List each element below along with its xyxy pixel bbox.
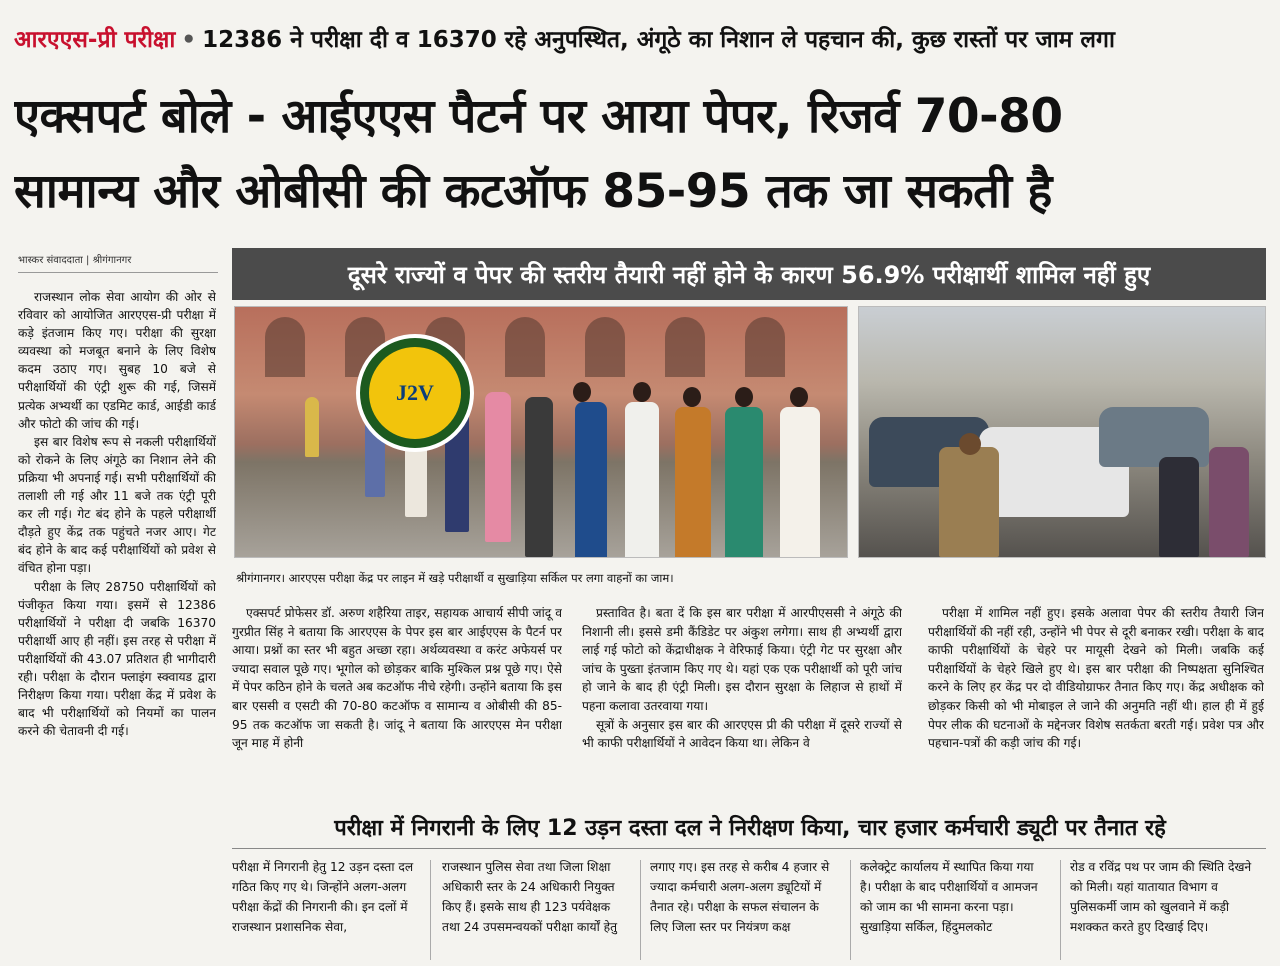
article-column-attendance bbox=[928, 604, 1264, 784]
column-divider bbox=[640, 860, 641, 960]
bottom-column-3: लगाए गए। इस तरह से करीब 4 हजार से ज्यादा कर्मचारी अलग-अलग ड्यूटियों में तैनात रहे। परीक्षा के सफल संचालन के लिए जिला स्तर पर नियंत्रण कक्ष bbox=[650, 860, 830, 934]
photo-caption: श्रीगंगानगर। आरएएस परीक्षा केंद्र पर लाइन में खड़े परीक्षार्थी व सुखाड़िया सर्किल पर लगा वाहनों का जाम। bbox=[236, 571, 674, 585]
kicker-line bbox=[14, 22, 1266, 66]
security-paragraph: प्रस्तावित है। बता दें कि इस बार परीक्षा में आरपीएससी ने अंगूठे की निशानी ली। इससे डमी कैंडिडेट पर अंकुश लगेगा। साथ ही अभ्यर्थी द्वारा लाई गई फोटो को केंद्राधीक्षक ने वेरिफाई किया। एंट्री गेट पर सुरक्षा और जांच के पुख्ता इंतजाम किए गए थे। यहां एक एक परीक्षार्थी को पूरी जांच हो जाने के बाद ही एंट्री मिली। इस दौरान सुरक्षा के लिहाज से हाथों में पहना कलावा उतरवाया गया। bbox=[582, 606, 902, 713]
bottom-column-2: राजस्थान पुलिस सेवा तथा जिला शिक्षा अधिकारी स्तर के 24 अधिकारी नियुक्त किए हैं। इसके साथ ही 123 पर्यवेक्षक तथा 24 उपसमन्वयकों परीक्षा कार्यों हेतु bbox=[442, 860, 618, 934]
person-figure bbox=[1159, 457, 1199, 557]
queue-photo bbox=[234, 306, 848, 558]
subheadline-divider bbox=[232, 848, 1266, 849]
person-figure bbox=[305, 397, 319, 457]
building-arch bbox=[505, 317, 545, 377]
left-paragraph-3: परीक्षा के लिए 28750 परीक्षार्थियों को पंजीकृत किया गया। इसमें से 12386 परीक्षार्थियों ने परीक्षा दी जबकि 16370 परीक्षार्थी आए ही नहीं। इस तरह से परीक्षा में परीक्षार्थियों की 43.07 प्रतिशत ही भागीदारी रही। परीक्षा के दौरान फ्लाइंग स्क्वायड द्वारा निरीक्षण किया गया। परीक्षा केंद्र में प्रवेश के बाद भी परीक्षार्थियों को नियमों का पालन करने की चेतावनी दी गई। bbox=[18, 579, 216, 739]
person-head bbox=[683, 387, 701, 407]
person-figure bbox=[780, 407, 820, 558]
kicker-label: आरएएस-प्री परीक्षा bbox=[14, 27, 176, 53]
watermark-logo bbox=[356, 334, 474, 452]
building-arch bbox=[745, 317, 785, 377]
bottom-column-1: परीक्षा में निगरानी हेतु 12 उड़न दस्ता दल गठित किए गए थे। जिन्होंने अलग-अलग परीक्षा केंद्रों की निगरानी की। इन दलों में राजस्थान प्रशासनिक सेवा, bbox=[232, 860, 414, 934]
logo-text: J2V bbox=[369, 347, 461, 439]
bottom-column-4: कलेक्ट्रेट कार्यालय में स्थापित किया गया है। परीक्षा के बाद परीक्षार्थियों व आमजन को जाम का भी सामना करना पड़ा। सुखाड़िया सर्किल, हिंदुमलकोट bbox=[860, 860, 1038, 934]
left-article-column bbox=[18, 288, 216, 958]
person-figure bbox=[1209, 447, 1249, 557]
expert-paragraph: एक्सपर्ट प्रोफेसर डॉ. अरुण शहैरिया ताइर, सहायक आचार्य सीपी जांदू व गुरप्रीत सिंह ने बताया कि आरएएस के पेपर इस बार आईएएस के पैटर्न पर आया। प्रश्नों का स्तर भी बहुत अच्छा रहा। अर्थव्यवस्था व करंट अफेयर्स पर ज्यादा सवाल पूछे गए। भूगोल को छोड़कर बाकि मुश्किल प्रश्न पूछे गए। ऐसे में पेपर कठिन होने के चलते अब कटऑफ नीचे रहेगी। उन्होंने बताया कि इस बार एससी व एसटी की 70-80 कटऑफ व सामान्य व ओबीसी की 85-95 तक कटऑफ जा सकती है। जांदू ने बताया कि आरएएस मेन परीक्षा जून माह में होनी bbox=[232, 606, 562, 751]
building-arch bbox=[265, 317, 305, 377]
person-figure bbox=[485, 392, 511, 542]
police-officer-figure bbox=[939, 447, 999, 557]
byline-divider bbox=[18, 272, 218, 273]
kicker-separator: • bbox=[181, 27, 197, 53]
byline: भास्कर संवाददाता | श्रीगंगानगर bbox=[18, 255, 132, 266]
person-figure bbox=[525, 397, 553, 557]
person-head bbox=[959, 433, 981, 455]
subheadline: परीक्षा में निगरानी के लिए 12 उड़न दस्ता दल ने निरीक्षण किया, चार हजार कर्मचारी ड्यूटी पर तैनात रहे bbox=[334, 816, 1166, 841]
building-arch bbox=[585, 317, 625, 377]
person-figure bbox=[725, 407, 763, 558]
person-figure bbox=[675, 407, 711, 558]
kicker-text: 12386 ने परीक्षा दी व 16370 रहे अनुपस्थित, अंगूठे का निशान ले पहचान की, कुछ रास्तों पर जाम लगा bbox=[202, 27, 1115, 53]
person-head bbox=[573, 382, 591, 402]
person-head bbox=[735, 387, 753, 407]
left-paragraph-2: इस बार विशेष रूप से नकली परीक्षार्थियों को रोकने के लिए अंगूठे का निशान लेने की प्रक्रिया भी अपनाई गई। सभी परीक्षार्थियों की तलाशी ली गई और 11 बजे तक एंट्री पूरी कर ली गई। गेट बंद होने के पहले परीक्षार्थी दौड़ते हुए केंद्र तक पहुंचते नजर आए। गेट बंद होने के बाद कई परीक्षार्थियों को प्रवेश से वंचित होना पड़ा। bbox=[18, 434, 216, 576]
person-head bbox=[790, 387, 808, 407]
sources-paragraph: सूत्रों के अनुसार इस बार की आरएएस प्री की परीक्षा में दूसरे राज्यों से भी काफी परीक्षार्थियों ने आवेदन किया था। लेकिन वे bbox=[582, 717, 902, 751]
person-head bbox=[633, 382, 651, 402]
left-paragraph-1: राजस्थान लोक सेवा आयोग की ओर से रविवार को आयोजित आरएएस-प्री परीक्षा में कड़े इंतजाम किए गए। परीक्षा की सुरक्षा व्यवस्था को मजबूत बनाने के लिए विशेष कदम उठाए गए। सुबह 10 बजे से परीक्षार्थियों की एंट्री शुरू की गई, जिसमें प्रत्येक अभ्यर्थी का एडमिट कार्ड, आईडी कार्ड और फोटो की जांच की गई। bbox=[18, 290, 216, 431]
section-banner: दूसरे राज्यों व पेपर की स्तरीय तैयारी नहीं होने के कारण 56.9% परीक्षार्थी शामिल नहीं हुए bbox=[232, 248, 1266, 300]
article-column-security bbox=[582, 604, 902, 784]
traffic-jam-photo bbox=[858, 306, 1266, 558]
person-figure bbox=[575, 402, 607, 558]
article-column-expert bbox=[232, 604, 562, 784]
building-arch bbox=[665, 317, 705, 377]
headline-line-1: एक्सपर्ट बोले - आईएएस पैटर्न पर आया पेपर, रिजर्व 70-80 bbox=[14, 89, 1063, 144]
column-divider bbox=[850, 860, 851, 960]
attendance-paragraph: परीक्षा में शामिल नहीं हुए। इसके अलावा पेपर की स्तरीय तैयारी जिन परीक्षार्थियों की नहीं रही, उन्होंने भी पेपर से दूरी बनाकर रखी। परीक्षा के बाद काफी परीक्षार्थियों के चेहरे पर मायूसी देखने को मिली। जबकि कई परीक्षार्थियों के चेहरे खिले हुए थे। इस बार परीक्षा की निष्पक्षता सुनिश्चित करने के लिए हर केंद्र पर दो वीडियोग्राफर तैनात किए गए। केंद्र अधीक्षक को छोड़कर किसी को भी मोबाइल ले जाने की अनुमति नहीं थी। हाल ही में हुई पेपर लीक की घटनाओं के मद्देनजर विशेष सतर्कता बरती गई। प्रवेश पत्र और पहचान-पत्रों की कड़ी जांच की गई। bbox=[928, 606, 1264, 751]
column-divider bbox=[1060, 860, 1061, 960]
headline-line-2: सामान्य और ओबीसी की कटऑफ 85-95 तक जा सकती है bbox=[14, 164, 1052, 219]
person-figure bbox=[625, 402, 659, 558]
bottom-column-5: रोड व रविंद्र पथ पर जाम की स्थिति देखने को मिली। यहां यातायात विभाग व पुलिसकर्मी जाम को खुलवाने में कड़ी मशक्कत करते हुए दिखाई दिए। bbox=[1070, 860, 1252, 934]
column-divider bbox=[430, 860, 431, 960]
